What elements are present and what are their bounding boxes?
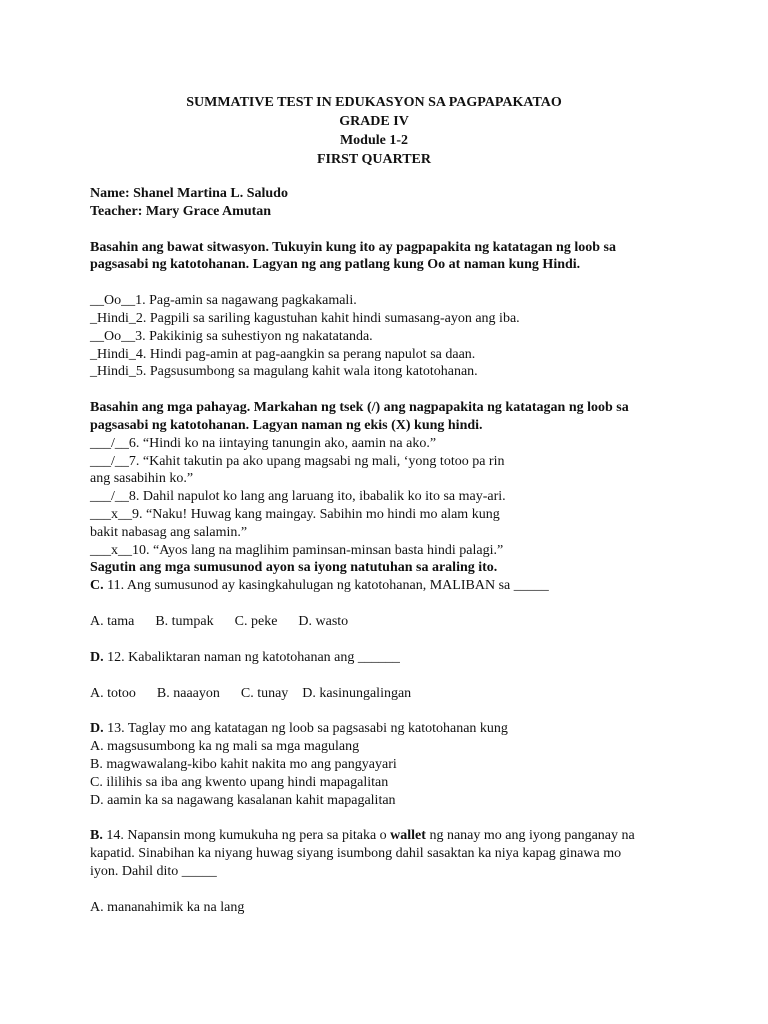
question-13-choice: D. aamin ka sa nagawang kasalanan kahit mapagalitan xyxy=(90,792,396,808)
heading-quarter: FIRST QUARTER xyxy=(317,152,431,167)
question-11-text: 11. Ang sumusunod ay kasingkahulugan ng katotohanan, MALIBAN sa _____ xyxy=(103,578,549,594)
question-13-choice: B. magwawalang-kibo kahit nakita mo ang pangyayari xyxy=(90,756,397,772)
heading-grade: GRADE IV xyxy=(339,114,409,129)
question-11 xyxy=(90,577,690,595)
heading-module: Module 1-2 xyxy=(339,133,409,148)
part2-line: ang sasabihin ko.” xyxy=(90,471,194,487)
part2-instructions-line1: Basahin ang mga pahayag. Markahan ng tsek (/) ang nagpapakita ng katatagan ng loob sa xyxy=(90,400,629,416)
question-13-answer: D. xyxy=(90,721,104,737)
part1-item: _Hindi_5. Pagsusumbong sa magulang kahit wala itong katotohanan. xyxy=(90,364,478,380)
question-14-wallet: wallet xyxy=(390,828,426,844)
part2-instructions-line2: pagsasabi ng katotohanan. Lagyan naman ng ekis (X) kung hindi. xyxy=(90,417,483,433)
part2-line: ___/__7. “Kahit takutin pa ako upang magsabi ng mali, ‘yong totoo pa rin xyxy=(90,453,505,469)
question-14 xyxy=(90,827,690,845)
test-page xyxy=(90,93,690,917)
question-12-choices: A. totoo B. naaayon C. tunay D. kasinungalingan xyxy=(90,685,412,701)
question-13-choice: A. magsusumbong ka ng mali sa mga magulang xyxy=(90,739,360,755)
question-12-answer: D. xyxy=(90,649,104,665)
student-name: Name: Shanel Martina L. Saludo xyxy=(90,186,288,201)
question-12 xyxy=(90,649,690,667)
question-14-line3: iyon. Dahil dito _____ xyxy=(90,863,217,879)
question-13 xyxy=(90,720,690,738)
question-12-text: 12. Kabaliktaran naman ng katotohanan ang ______ xyxy=(103,649,400,665)
part3-instructions: Sagutin ang mga sumusunod ayon sa iyong natutuhan sa araling ito. xyxy=(90,560,498,576)
question-11-choices: A. tama B. tumpak C. peke D. wasto xyxy=(90,613,349,629)
part2-line: ___x__10. “Ayos lang na maglihim paminsan-minsan basta hindi palagi.” xyxy=(90,542,504,558)
question-14-choice: A. mananahimik ka na lang xyxy=(90,899,245,915)
question-13-text: 13. Taglay mo ang katatagan ng loob sa pagsasabi ng katotohanan kung xyxy=(103,721,508,737)
question-14-text-b: ng nanay mo ang iyong panganay na xyxy=(425,828,635,844)
part2-line: ___/__6. “Hindi ko na iintaying tanungin ako, aamin na ako.” xyxy=(90,435,437,451)
part1-item: _Hindi_4. Hindi pag-amin at pag-aangkin sa perang napulot sa daan. xyxy=(90,346,476,362)
question-14-text-a: 14. Napansin mong kumukuha ng pera sa pitaka o xyxy=(102,828,391,844)
part1-item: _Hindi_2. Pagpili sa sariling kagustuhan kahit hindi sumasang-ayon ang iba. xyxy=(90,310,520,326)
part1-item: __Oo__1. Pag-amin sa nagawang pagkakamali. xyxy=(90,293,357,309)
question-14-answer: B. xyxy=(90,828,103,844)
part2-line: bakit nabasag ang salamin.” xyxy=(90,524,248,540)
part1-instructions-line1: Basahin ang bawat sitwasyon. Tukuyin kung ito ay pagpapakita ng katatagan ng loob sa xyxy=(90,239,616,255)
test-heading xyxy=(74,93,674,169)
part2-line: ___/__8. Dahil napulot ko lang ang laruang ito, ibabalik ko ito sa may-ari. xyxy=(90,489,506,505)
part1-item: __Oo__3. Pakikinig sa suhestiyon ng nakatatanda. xyxy=(90,328,373,344)
question-11-answer: C. xyxy=(90,578,104,594)
heading-title: SUMMATIVE TEST IN EDUKASYON SA PAGPAPAKATAO xyxy=(186,95,562,110)
part2-line: ___x__9. “Naku! Huwag kang maingay. Sabihin mo hindi mo alam kung xyxy=(90,506,500,522)
teacher-name: Teacher: Mary Grace Amutan xyxy=(90,203,272,219)
part1-instructions-line2: pagsasabi ng katotohanan. Lagyan ng ang patlang kung Oo at naman kung Hindi. xyxy=(90,257,581,273)
question-14-line2: kapatid. Sinabihan ka niyang huwag siyang isumbong dahil sasaktan ka niya kapag ginawa mo xyxy=(90,846,622,862)
question-13-choice: C. ililihis sa iba ang kwento upang hindi mapagalitan xyxy=(90,774,389,790)
